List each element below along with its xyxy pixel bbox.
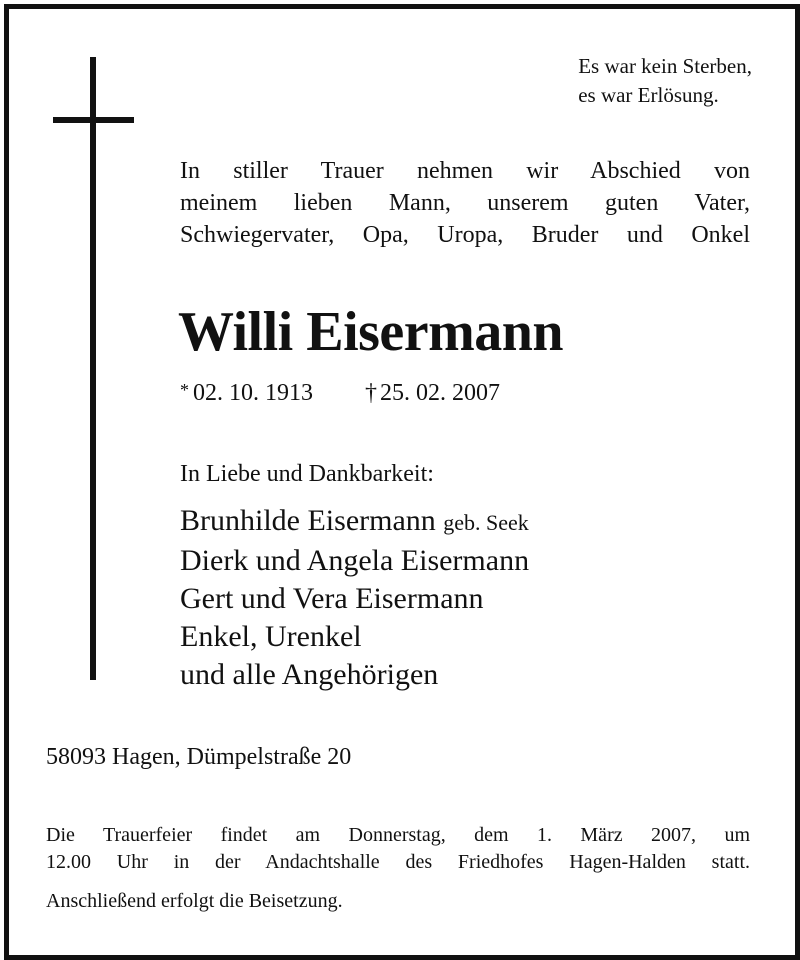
life-dates (180, 374, 500, 409)
deceased-name: Willi Eisermann (178, 301, 564, 363)
cross-icon-crossbar (53, 117, 134, 123)
mourners-list (180, 502, 529, 694)
birth-date: 02. 10. 1913 (193, 380, 313, 406)
death-dagger-icon: † (365, 380, 377, 406)
spouse-name: Brunhilde Eisermann (180, 504, 436, 537)
service-info (46, 822, 750, 876)
mourner-line: Dierk und Angela Eisermann (180, 544, 530, 577)
mourner-line (180, 502, 529, 542)
mourner-line: und alle Angehörigen (180, 658, 439, 691)
intro-line: In stiller Trauer nehmen wir Abschied von (180, 158, 750, 184)
gratitude-line: In Liebe und Dankbarkeit: (180, 461, 434, 487)
service-line: 12.00 Uhr in der Andachtshalle des Friedhofes Hagen-Halden statt. (46, 851, 750, 873)
address: 58093 Hagen, Dümpelstraße 20 (46, 744, 352, 770)
service-line: Die Trauerfeier findet am Donnerstag, dem 1. März 2007, um (46, 824, 750, 846)
motto-line: Es war kein Sterben, (578, 54, 752, 78)
motto (578, 52, 752, 110)
cross-icon (90, 57, 96, 680)
intro-text (180, 155, 750, 251)
burial-info: Anschließend erfolgt die Beisetzung. (46, 890, 343, 912)
intro-line: meinem lieben Mann, unserem guten Vater, (180, 190, 750, 216)
mourner-line: Gert und Vera Eisermann (180, 582, 484, 615)
birth-star-icon: * (180, 380, 189, 400)
intro-line: Schwiegervater, Opa, Uropa, Bruder und Onkel (180, 222, 750, 248)
death-date: 25. 02. 2007 (380, 380, 500, 406)
motto-line: es war Erlösung. (578, 83, 719, 107)
mourner-line: Enkel, Urenkel (180, 620, 362, 653)
spouse-nee: geb. Seek (443, 510, 529, 535)
